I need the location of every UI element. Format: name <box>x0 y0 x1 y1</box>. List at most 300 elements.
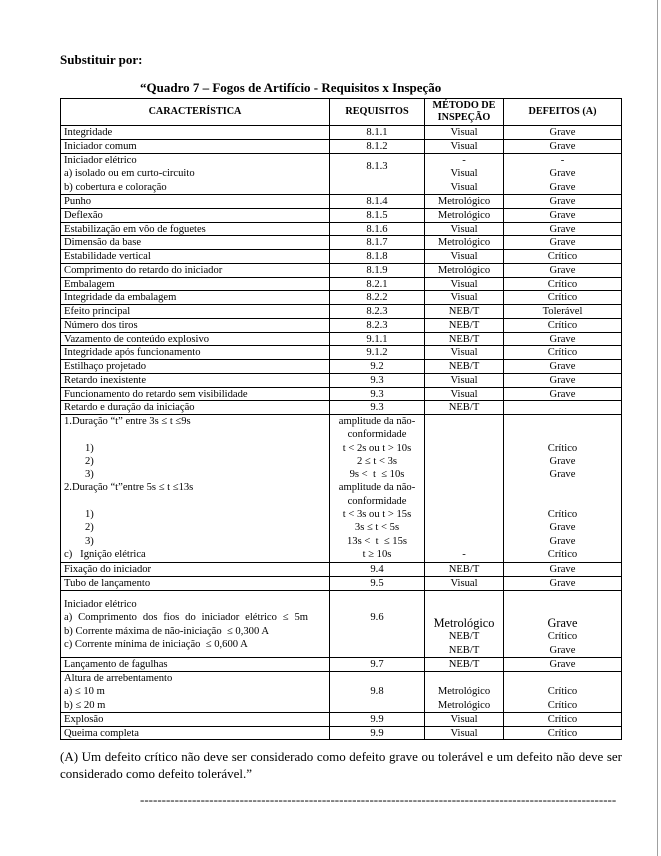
cell-requisitos <box>330 563 424 576</box>
requisitos-line: 9.1.2 <box>366 347 388 359</box>
defeitos-line: Grave <box>547 616 578 630</box>
cell-defeitos <box>504 577 621 590</box>
cell-caracteristica <box>64 291 326 304</box>
cell-defeitos <box>504 140 621 153</box>
cell-requisitos <box>330 209 424 222</box>
caracteristica-line: Deflexão <box>64 209 103 221</box>
defeitos-line: Grave <box>549 644 576 656</box>
defeitos-line: Crítico <box>547 728 578 739</box>
defeitos-line: Grave <box>549 374 576 386</box>
cell-requisitos <box>330 291 424 304</box>
cell-metodo <box>425 250 503 263</box>
metodo-line: NEB/T <box>448 659 480 670</box>
defeitos-line: Crítico <box>547 292 578 304</box>
requisitos-line: 3s ≤ t < 5s <box>354 522 400 534</box>
metodo-line: NEB/T <box>448 306 480 317</box>
cell-requisitos <box>330 401 424 414</box>
header-metodo-line: MÉTODO DE <box>432 100 496 111</box>
cell-caracteristica <box>64 319 326 332</box>
cell-caracteristica <box>64 591 326 651</box>
cell-metodo <box>425 415 503 561</box>
table-row <box>61 388 621 402</box>
metodo-line: Visual <box>450 388 478 400</box>
cell-requisitos <box>330 577 424 590</box>
cell-metodo <box>425 195 503 208</box>
metodo-line: Metrológico <box>437 209 491 221</box>
defeitos-line: Grave <box>549 388 576 400</box>
cell-requisitos <box>330 672 424 699</box>
defeitos-line: Grave <box>549 522 576 534</box>
requisitos-line: 2 ≤ t < 3s <box>356 455 398 467</box>
requisitos-line: amplitude da não- <box>338 416 416 427</box>
cell-requisitos <box>330 727 424 740</box>
requisitos-line: t ≥ 10s <box>362 548 392 560</box>
caracteristica-line: Punho <box>64 196 92 207</box>
metodo-line: Visual <box>450 578 478 589</box>
cell-metodo <box>425 591 503 657</box>
table-row <box>61 223 621 237</box>
table-row <box>61 291 621 305</box>
cell-metodo <box>425 126 503 139</box>
cell-metodo <box>425 360 503 373</box>
requisitos-line: 9.3 <box>370 402 384 414</box>
cell-defeitos <box>504 360 621 373</box>
table-title: “Quadro 7 – Fogos de Artifício - Requisitos x Inspeção <box>140 80 442 95</box>
metodo-line: NEB/T <box>448 564 480 575</box>
defeitos-line <box>504 428 621 441</box>
defeitos-line <box>504 481 621 494</box>
table-row <box>61 713 621 727</box>
metodo-line: Metrológico <box>437 699 491 711</box>
cell-defeitos <box>504 291 621 304</box>
caracteristica-line: Altura de arrebentamento <box>64 673 173 684</box>
cell-defeitos <box>504 209 621 222</box>
requisitos-line: 9.9 <box>370 714 384 725</box>
cell-defeitos <box>504 563 621 576</box>
caracteristica-line: 3) <box>85 535 94 547</box>
cell-defeitos <box>504 333 621 346</box>
caracteristica-line: Explosão <box>64 714 104 725</box>
table-row <box>61 140 621 154</box>
caracteristica-line: Tubo de lançamento <box>64 578 151 589</box>
metodo-line: Metrológico <box>433 616 495 630</box>
metodo-line: Metrológico <box>437 264 491 276</box>
cell-metodo <box>425 209 503 222</box>
caracteristica-line: Estabilização em vôo de foguetes <box>64 223 206 235</box>
cell-requisitos <box>330 140 424 153</box>
caracteristica-line <box>64 428 326 441</box>
cell-defeitos <box>504 713 621 726</box>
defeitos-line: Grave <box>549 196 576 207</box>
caracteristica-line: Lançamento de fagulhas <box>64 659 168 670</box>
requisitos-line: 8.2.3 <box>366 319 388 331</box>
metodo-line: Visual <box>450 292 478 304</box>
defeitos-line: Grave <box>549 127 576 138</box>
metodo-line: NEB/T <box>448 319 480 331</box>
requisitos-line: 9.3 <box>370 374 384 386</box>
caracteristica-line: a) ≤ 10 m <box>64 686 105 698</box>
defeitos-line: Grave <box>549 209 576 221</box>
cell-metodo <box>425 333 503 346</box>
cell-requisitos <box>330 333 424 346</box>
metodo-line: - <box>462 155 466 166</box>
caracteristica-line: Estilhaço projetado <box>64 361 147 372</box>
column-divider <box>503 99 504 740</box>
table-header-row <box>61 99 621 126</box>
defeitos-line: Tolerável <box>542 306 583 317</box>
cell-metodo <box>425 658 503 671</box>
cell-metodo <box>425 305 503 318</box>
caracteristica-line: Estabilidade vertical <box>64 251 151 262</box>
caracteristica-line: 2) <box>85 522 94 534</box>
table-row <box>61 401 621 415</box>
cell-requisitos <box>330 388 424 401</box>
requisitos-line: 9.2 <box>370 361 384 372</box>
requisitos-line: 9.8 <box>370 686 384 698</box>
cell-requisitos <box>330 126 424 139</box>
cell-caracteristica <box>64 415 326 561</box>
cell-metodo <box>425 319 503 332</box>
cell-caracteristica <box>64 401 326 414</box>
table-row <box>61 577 621 591</box>
cell-defeitos <box>504 658 621 671</box>
caracteristica-line: 2) <box>85 455 94 467</box>
cell-defeitos <box>504 305 621 318</box>
cell-metodo <box>425 727 503 740</box>
requirements-table <box>60 98 622 740</box>
caracteristica-line: Vazamento de conteúdo explosivo <box>64 333 210 345</box>
metodo-line: Visual <box>450 127 478 138</box>
cell-defeitos <box>504 346 621 359</box>
cell-metodo <box>425 563 503 576</box>
cell-metodo <box>425 236 503 249</box>
metodo-line: NEB/T <box>448 644 480 656</box>
cell-requisitos <box>330 278 424 291</box>
table-row <box>61 278 621 292</box>
caracteristica-line: Fixação do iniciador <box>64 564 152 575</box>
defeitos-line: Crítico <box>547 631 578 643</box>
caracteristica-line: b) cobertura e coloração <box>64 181 167 193</box>
table-row <box>61 250 621 264</box>
cell-caracteristica <box>64 346 326 359</box>
caracteristica-line: Funcionamento do retardo sem visibilidade <box>64 388 248 400</box>
header-requisitos: REQUISITOS <box>345 106 409 117</box>
column-divider <box>329 99 330 740</box>
defeitos-line: Grave <box>549 141 576 152</box>
cell-defeitos <box>504 250 621 263</box>
defeitos-line <box>504 495 621 508</box>
caracteristica-line: Retardo inexistente <box>64 374 147 386</box>
cell-metodo <box>425 223 503 236</box>
table-row <box>61 346 621 360</box>
metodo-line: Visual <box>450 278 478 290</box>
caracteristica-line: 3) <box>85 469 94 481</box>
cell-requisitos <box>330 223 424 236</box>
metodo-line: Visual <box>450 223 478 235</box>
cell-caracteristica <box>64 305 326 318</box>
defeitos-line: Crítico <box>547 278 578 290</box>
caracteristica-line: c) Ignição elétrica <box>64 548 146 560</box>
cell-caracteristica <box>64 374 326 387</box>
metodo-line: Visual <box>450 168 478 180</box>
cell-caracteristica <box>64 195 326 208</box>
caracteristica-line: c) Corrente mínima de iniciação ≤ 0,600 A <box>64 638 248 650</box>
cell-caracteristica <box>64 126 326 139</box>
cell-metodo <box>425 154 503 194</box>
cell-caracteristica <box>64 658 326 671</box>
cell-metodo <box>425 713 503 726</box>
defeitos-line: Crítico <box>547 548 578 560</box>
cell-caracteristica <box>64 563 326 576</box>
requisitos-line: t < 2s ou t > 10s <box>342 442 412 454</box>
caracteristica-line: a) Comprimento dos fios do iniciador elétrico ≤ 5m <box>64 612 308 624</box>
caracteristica-line: Iniciador elétrico <box>64 155 137 166</box>
caracteristica-line: 2.Duração “t”entre 5s ≤ t ≤13s <box>64 482 194 494</box>
requisitos-line: 8.1.5 <box>366 209 388 221</box>
metodo-line: NEB/T <box>448 631 480 643</box>
cell-metodo <box>425 577 503 590</box>
caracteristica-line: Integridade <box>64 127 113 138</box>
table-row <box>61 154 621 195</box>
requisitos-line: 9.6 <box>370 612 384 623</box>
caracteristica-line: 1) <box>85 509 94 521</box>
cell-caracteristica <box>64 140 326 153</box>
cell-requisitos <box>330 346 424 359</box>
table-row <box>61 126 621 140</box>
cell-requisitos <box>330 264 424 277</box>
cell-caracteristica <box>64 209 326 222</box>
defeitos-line: Grave <box>549 333 576 345</box>
requisitos-line: 8.2.3 <box>366 306 388 317</box>
cell-requisitos <box>330 195 424 208</box>
defeitos-line: Grave <box>549 181 576 193</box>
defeitos-line: Grave <box>549 237 576 249</box>
cell-defeitos <box>504 264 621 277</box>
replacement-heading: Substituir por: <box>60 52 143 67</box>
requisitos-line: 9.4 <box>370 564 384 575</box>
cell-metodo <box>425 291 503 304</box>
defeitos-line: Crítico <box>547 442 578 454</box>
caracteristica-line: 1.Duração “t” entre 3s ≤ t ≤9s <box>64 416 191 427</box>
table-row <box>61 264 621 278</box>
table-row <box>61 591 621 658</box>
cell-requisitos <box>330 360 424 373</box>
cell-metodo <box>425 278 503 291</box>
caracteristica-line: a) isolado ou em curto-circuito <box>64 168 195 180</box>
cell-metodo <box>425 346 503 359</box>
cell-metodo <box>425 140 503 153</box>
cell-caracteristica <box>64 727 326 740</box>
table-row <box>61 415 621 563</box>
cell-caracteristica <box>64 236 326 249</box>
cell-defeitos <box>504 319 621 332</box>
caracteristica-line: Iniciador comum <box>64 141 137 152</box>
cell-requisitos <box>330 591 424 624</box>
metodo-line: Visual <box>450 374 478 386</box>
caracteristica-line: Efeito principal <box>64 306 131 317</box>
requisitos-line: conformidade <box>347 429 407 441</box>
table-row <box>61 658 621 672</box>
defeitos-line: Grave <box>549 535 576 547</box>
table-row <box>61 563 621 577</box>
requisitos-line: t < 3s ou t > 15s <box>342 509 412 521</box>
table-row <box>61 319 621 333</box>
metodo-line: Metrológico <box>437 686 491 698</box>
cell-defeitos <box>504 374 621 387</box>
cell-caracteristica <box>64 360 326 373</box>
requisitos-line: 9.3 <box>370 388 384 400</box>
metodo-line: Visual <box>450 347 478 359</box>
requisitos-line: 8.1.1 <box>366 127 388 138</box>
requisitos-line: 8.2.2 <box>366 292 388 304</box>
cell-defeitos <box>504 727 621 740</box>
cell-defeitos <box>504 236 621 249</box>
cell-metodo <box>425 388 503 401</box>
caracteristica-line: Queima completa <box>64 728 140 739</box>
cell-caracteristica <box>64 154 326 194</box>
defeitos-line: Crítico <box>547 714 578 725</box>
cell-metodo <box>425 264 503 277</box>
metodo-line: Metrológico <box>437 237 491 249</box>
page-edge <box>657 0 658 856</box>
header-caracteristica: CARACTERÍSTICA <box>148 106 242 117</box>
table-row <box>61 333 621 347</box>
defeitos-line: Crítico <box>547 509 578 521</box>
cell-requisitos <box>330 250 424 263</box>
defeitos-line: Grave <box>549 223 576 235</box>
defeitos-line: Grave <box>549 659 576 670</box>
cell-defeitos <box>504 591 621 657</box>
requisitos-line: 13s < t ≤ 15s <box>346 535 408 547</box>
defeitos-line: Grave <box>549 455 576 467</box>
cell-metodo <box>425 672 503 712</box>
defeitos-line: Crítico <box>547 699 578 711</box>
requisitos-line: 9s < t ≤ 10s <box>349 469 405 481</box>
cell-caracteristica <box>64 672 326 712</box>
requisitos-line: 8.1.8 <box>366 251 388 262</box>
caracteristica-line: Número dos tiros <box>64 319 138 331</box>
header-metodo-line: INSPEÇÃO <box>437 112 491 123</box>
metodo-line: Visual <box>450 141 478 152</box>
requisitos-line: 8.1.6 <box>366 223 388 235</box>
cell-requisitos <box>330 415 424 561</box>
defeitos-line: Crítico <box>547 347 578 359</box>
metodo-line: Visual <box>450 251 478 262</box>
metodo-line: NEB/T <box>448 333 480 345</box>
caracteristica-line: Embalagem <box>64 278 115 290</box>
column-divider <box>424 99 425 740</box>
cell-requisitos <box>330 305 424 318</box>
metodo-line: Metrológico <box>437 196 491 207</box>
cell-caracteristica <box>64 713 326 726</box>
metodo-line: Visual <box>450 728 478 739</box>
caracteristica-line: Integridade da embalagem <box>64 292 177 304</box>
requisitos-line: 8.1.2 <box>366 141 388 152</box>
cell-requisitos <box>330 374 424 387</box>
defeitos-line: Grave <box>549 469 576 481</box>
table-row <box>61 195 621 209</box>
defeitos-line <box>504 415 621 428</box>
cell-caracteristica <box>64 577 326 590</box>
caracteristica-line: Iniciador elétrico <box>64 599 137 610</box>
cell-metodo <box>425 374 503 387</box>
cell-caracteristica <box>64 264 326 277</box>
requisitos-line: 8.1.9 <box>366 264 388 276</box>
cell-defeitos <box>504 415 621 561</box>
defeitos-line: Crítico <box>547 319 578 331</box>
requisitos-line: 9.9 <box>370 728 384 739</box>
table-row <box>61 236 621 250</box>
cell-defeitos <box>504 195 621 208</box>
caracteristica-line: b) ≤ 20 m <box>64 699 106 711</box>
metodo-line: NEB/T <box>448 402 480 414</box>
requisitos-line: 9.5 <box>370 578 384 589</box>
table-row <box>61 672 621 713</box>
metodo-line: Visual <box>450 714 478 725</box>
footnote: (A) Um defeito crítico não deve ser considerado como defeito grave ou tolerável e um defeito não deve ser considerado como defeito tolerável.” <box>60 749 622 781</box>
caracteristica-line <box>64 495 326 508</box>
cell-requisitos <box>330 713 424 726</box>
requisitos-line: conformidade <box>347 495 407 507</box>
metodo-line: NEB/T <box>448 361 480 372</box>
requisitos-line: 8.1.4 <box>366 196 388 207</box>
cell-metodo <box>425 401 503 414</box>
caracteristica-line: Integridade após funcionamento <box>64 347 201 359</box>
metodo-line: Visual <box>450 181 478 193</box>
caracteristica-line: Comprimento do retardo do iniciador <box>64 264 223 276</box>
defeitos-line: Grave <box>549 168 576 180</box>
requisitos-line: 8.1.7 <box>366 237 388 249</box>
requisitos-line: 8.1.3 <box>366 161 388 172</box>
table-row <box>61 209 621 223</box>
cell-requisitos <box>330 658 424 671</box>
caracteristica-line: b) Corrente máxima de não-iniciação ≤ 0,300 A <box>64 625 269 637</box>
header-defeitos: DEFEITOS (A) <box>528 106 597 117</box>
cell-caracteristica <box>64 223 326 236</box>
cell-caracteristica <box>64 250 326 263</box>
requisitos-line: 9.1.1 <box>366 333 388 345</box>
requisitos-line: 8.2.1 <box>366 278 388 290</box>
defeitos-line: - <box>560 155 565 166</box>
cell-defeitos <box>504 126 621 139</box>
table-row <box>61 374 621 388</box>
defeitos-line: Grave <box>549 264 576 276</box>
caracteristica-line: Retardo e duração da iniciação <box>64 402 195 414</box>
requisitos-line: 9.7 <box>370 659 384 670</box>
table-row <box>61 305 621 319</box>
requisitos-line: amplitude da não- <box>338 482 416 494</box>
defeitos-line: Grave <box>549 578 576 589</box>
cell-defeitos <box>504 278 621 291</box>
cell-caracteristica <box>64 388 326 401</box>
defeitos-line: Crítico <box>547 251 578 262</box>
cell-caracteristica <box>64 278 326 291</box>
cell-requisitos <box>330 154 424 173</box>
caracteristica-line: 1) <box>85 442 94 454</box>
cell-caracteristica <box>64 333 326 346</box>
cell-requisitos <box>330 236 424 249</box>
defeitos-line: Grave <box>549 361 576 372</box>
table-row <box>61 360 621 374</box>
cell-defeitos <box>504 223 621 236</box>
cell-defeitos <box>504 154 621 194</box>
defeitos-line: Crítico <box>547 686 578 698</box>
table-row <box>61 727 621 740</box>
metodo-line: - <box>462 549 466 560</box>
cell-defeitos <box>504 388 621 401</box>
separator-line: -------------------------------------------------------------------------------------------------------------- <box>140 792 617 807</box>
defeitos-line: Grave <box>549 564 576 575</box>
